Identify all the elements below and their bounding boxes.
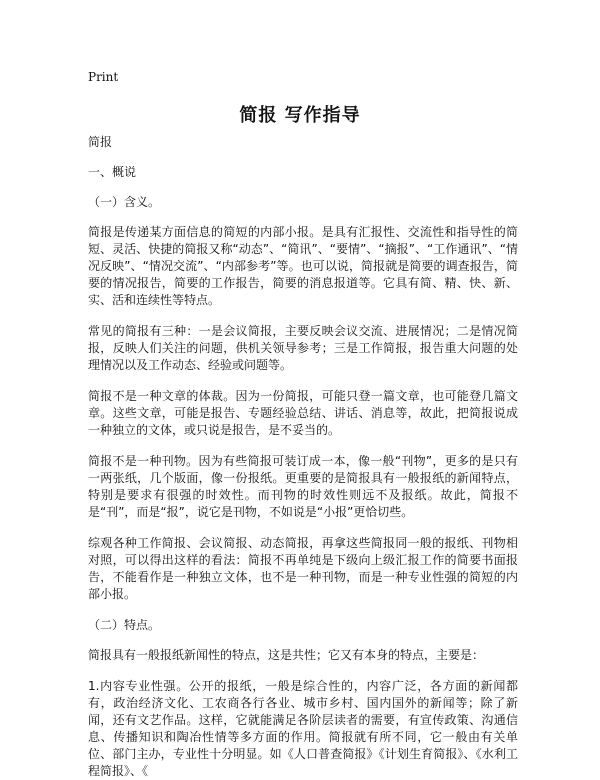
subsection-heading: （二）特点。 xyxy=(88,618,161,632)
document-body xyxy=(88,134,518,780)
print-link[interactable]: Print xyxy=(88,70,119,84)
paragraph-summary: 综观各种工作简报、会议简报、动态简报，再拿这些简报同一般的报纸、刊物相对照，可以得出这样的看法：简报不再单纯是下级向上级汇报工作的简要书面报告，不能看作是一种独立文体，也不是一种刊物，而是一种专业性强的简短的内部小报。 xyxy=(88,536,518,601)
page-title: 简报 写作指导 xyxy=(239,105,361,126)
paragraph-not-genre: 简报不是一种文章的体裁。因为一份简报，可能只登一篇文章，也可能登几篇文章。这些文章，可能是报告、专题经验总结、讲话、消息等，故此，把简报说成一种独立的文体，或只说是报告，是不妥当的。 xyxy=(88,389,518,437)
paragraph-feature-1: 1.内容专业性强。公开的报纸，一般是综合性的，内容广泛，各方面的新闻都有，政治经济文化、工农商各行各业、城市乡村、国内国外的新闻等；除了新闻，还有文艺作品。这样，它就能满足各阶层读者的需要，有宣传政策、沟通信息、传播知识和陶冶性情等多方面的作用。简报就有所不同，它一般由有关单位、部门主办，专业性十分明显。如《人口普查简报》《计划生育简报》、《水利工程简报》、《 xyxy=(88,679,518,778)
document-label: 简报 xyxy=(88,135,113,149)
paragraph-features-intro: 简报具有一般报纸新闻性的特点，这是共性；它又有本身的特点，主要是： xyxy=(88,648,485,662)
paragraph-definition: 简报是传递某方面信息的简短的内部小报。是具有汇报性、交流性和指导性的简短、灵活、快捷的简报又称“动态”、“简讯”、“要情”、“摘报”、“工作通讯”、“情况反映”、“情况交流”、“内部参考”等。也可以说，简报就是简要的调查报告，简要的情况报告，简要的工作报告，简要的消息报道等。它具有简、精、快、新、实、活和连续性等特点。 xyxy=(88,225,518,307)
subsection-heading: （一）含义。 xyxy=(88,195,161,209)
paragraph-types: 常见的简报有三种：一是会议简报，主要反映会议交流、进展情况；二是情况简报，反映人们关注的问题，供机关领导参考；三是工作简报，报告重大问题的处理情况以及工作动态、经验或问题等。 xyxy=(88,324,518,372)
paragraph-not-periodical: 简报不是一种刊物。因为有些简报可装订成一本，像一般“刊物”，更多的是只有一两张纸，几个版面，像一份报纸。更重要的是简报具有一般报纸的新闻特点，特别是要求有很强的时效性。而刊物的时效性则远不及报纸。故此，简报不是“刊”，而是“报”，说它是刊物，不如说是“小报”更恰切些。 xyxy=(88,454,518,519)
section-heading: 一、概说 xyxy=(88,165,137,179)
